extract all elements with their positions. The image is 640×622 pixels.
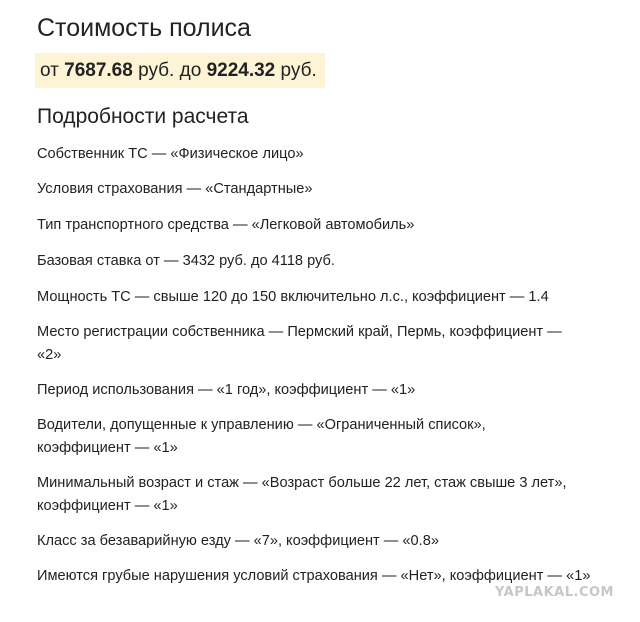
detail-vehicle-type: Тип транспортного средства — «Легковой автомобиль» bbox=[37, 217, 415, 233]
detail-drivers: Водители, допущенные к управлению — «Ограниченный список», коэффициент — «1» bbox=[37, 417, 486, 456]
price-mid-label: руб. до bbox=[138, 60, 202, 81]
detail-owner: Собственник ТС — «Физическое лицо» bbox=[37, 146, 304, 162]
detail-accident-free-class: Класс за безаварийную езду — «7», коэффициент — «0.8» bbox=[37, 533, 439, 549]
detail-engine-power: Мощность ТС — свыше 120 до 150 включительно л.с., коэффициент — 1.4 bbox=[37, 289, 549, 305]
detail-usage-period: Период использования — «1 год», коэффициент — «1» bbox=[37, 382, 416, 398]
page-title: Стоимость полиса bbox=[37, 14, 251, 42]
price-from-label: от bbox=[40, 60, 59, 81]
price-from-value: 7687.68 bbox=[64, 60, 133, 81]
price-currency: руб. bbox=[280, 60, 317, 81]
detail-base-rate: Базовая ставка от — 3432 руб. до 4118 руб. bbox=[37, 253, 335, 269]
detail-gross-violations: Имеются грубые нарушения условий страхования — «Нет», коэффициент — «1» bbox=[37, 568, 591, 584]
price-range-banner bbox=[35, 53, 325, 88]
detail-age-experience: Минимальный возраст и стаж — «Возраст больше 22 лет, стаж свыше 3 лет», коэффициент — «1» bbox=[37, 475, 567, 514]
site-watermark: YAPLAKAL.COM bbox=[495, 585, 614, 600]
detail-registration-place: Место регистрации собственника — Пермский край, Пермь, коэффициент — «2» bbox=[37, 324, 562, 363]
details-list bbox=[37, 143, 597, 588]
detail-insurance-conditions: Условия страхования — «Стандартные» bbox=[37, 181, 313, 197]
details-heading: Подробности расчета bbox=[37, 105, 249, 128]
price-to-value: 9224.32 bbox=[206, 60, 276, 81]
